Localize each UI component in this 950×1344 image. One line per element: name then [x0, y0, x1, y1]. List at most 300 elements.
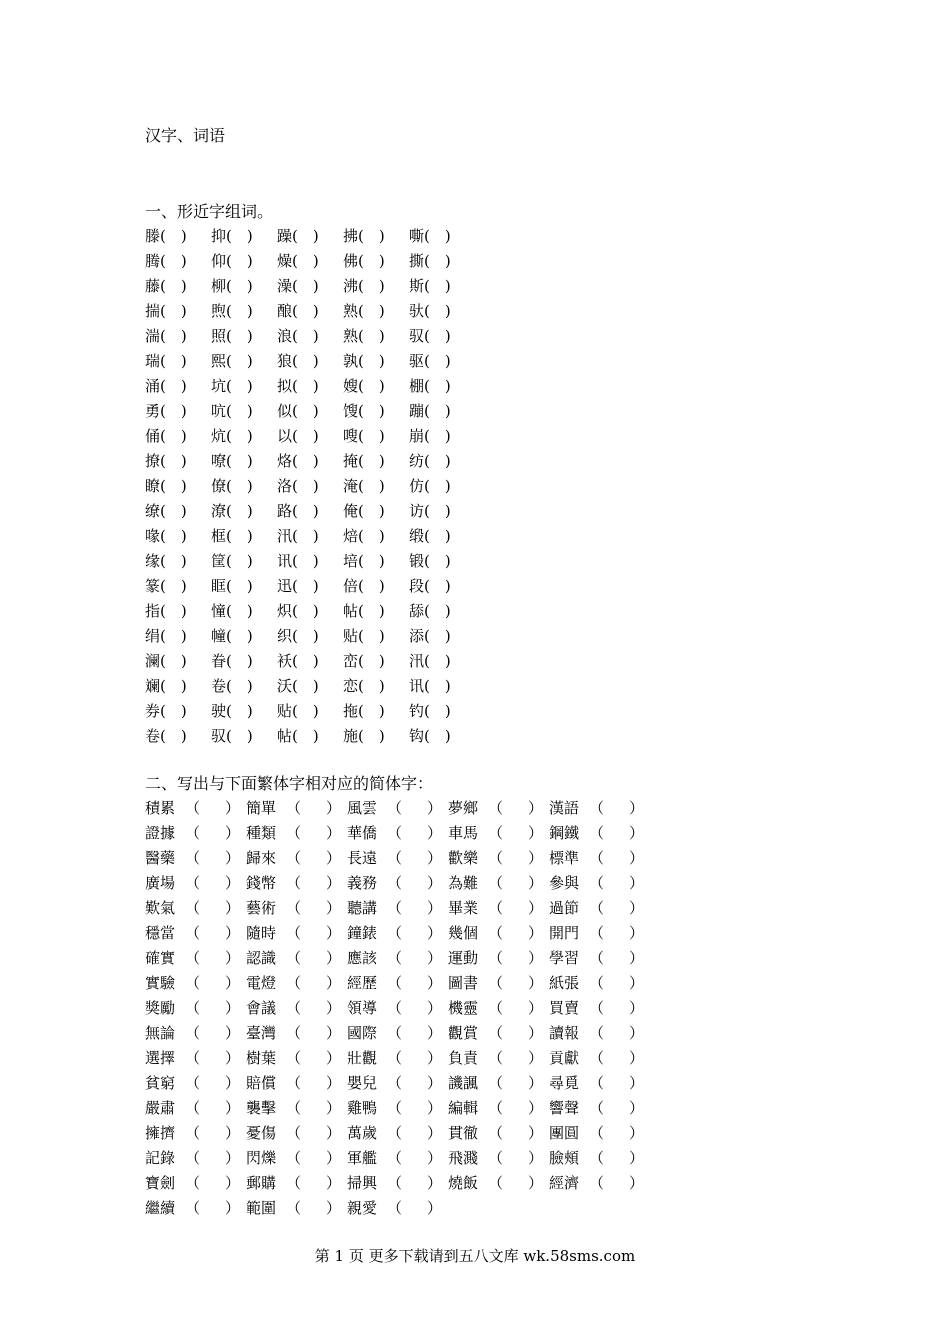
- close-paren: ）: [628, 1149, 644, 1167]
- word-group-item: 施( ): [343, 727, 385, 745]
- traditional-word: 負責: [448, 1049, 479, 1067]
- traditional-word-item: [347, 948, 448, 973]
- word-group-item: 吭( ): [211, 402, 253, 420]
- close-paren: ）: [628, 1124, 644, 1142]
- word-group-item: 照( ): [211, 327, 253, 345]
- traditional-word-item: [145, 823, 246, 848]
- close-paren: ）: [628, 824, 644, 842]
- open-paren: （: [387, 1024, 403, 1042]
- answer-blank: [589, 1023, 650, 1048]
- traditional-word: 歡樂: [448, 849, 479, 867]
- close-paren: ）: [426, 1199, 442, 1217]
- open-paren: （: [185, 1074, 201, 1092]
- traditional-word: 為難: [448, 874, 479, 892]
- answer-blank: [387, 998, 448, 1023]
- answer-blank: [589, 873, 650, 898]
- close-paren: ）: [325, 899, 341, 917]
- answer-blank: [589, 1098, 650, 1123]
- answer-blank: [185, 1023, 246, 1048]
- open-paren: （: [589, 974, 605, 992]
- word-group-row: [145, 626, 475, 651]
- answer-blank: [185, 1198, 246, 1223]
- close-paren: ）: [224, 849, 240, 867]
- traditional-word-item: [246, 823, 347, 848]
- traditional-word-item: [448, 973, 549, 998]
- close-paren: ）: [325, 824, 341, 842]
- traditional-word-item: [347, 798, 448, 823]
- traditional-word: 義務: [347, 874, 378, 892]
- word-group-row: [145, 676, 475, 701]
- word-group-item: 藤( ): [145, 277, 187, 295]
- word-group-row: [145, 351, 475, 376]
- word-group-item: 驭( ): [409, 327, 451, 345]
- word-group-item: 汛( ): [277, 527, 319, 545]
- close-paren: ）: [224, 974, 240, 992]
- close-paren: ）: [325, 1074, 341, 1092]
- word-group-item: 躁( ): [277, 227, 319, 245]
- open-paren: （: [185, 849, 201, 867]
- answer-blank: [589, 1073, 650, 1098]
- traditional-word-row: [145, 1148, 650, 1173]
- traditional-word-row: [145, 1023, 650, 1048]
- traditional-word-item: [145, 1023, 246, 1048]
- close-paren: ）: [426, 1124, 442, 1142]
- word-group-item: 袄( ): [277, 652, 319, 670]
- traditional-word: 尋覓: [549, 1074, 580, 1092]
- section2-heading: 二、写出与下面繁体字相对应的简体字：: [145, 774, 434, 793]
- open-paren: （: [488, 874, 504, 892]
- traditional-word-row: [145, 998, 650, 1023]
- traditional-word-row: [145, 1173, 650, 1198]
- open-paren: （: [387, 1149, 403, 1167]
- traditional-word-item: [246, 1098, 347, 1123]
- traditional-word: 擁擠: [145, 1124, 176, 1142]
- traditional-word: 編輯: [448, 1099, 479, 1117]
- word-group-row: [145, 601, 475, 626]
- answer-blank: [488, 1048, 549, 1073]
- close-paren: ）: [224, 1074, 240, 1092]
- traditional-word: 獎勵: [145, 999, 176, 1017]
- traditional-word: 領導: [347, 999, 378, 1017]
- word-group-item: 拟( ): [277, 377, 319, 395]
- open-paren: （: [286, 849, 302, 867]
- open-paren: （: [286, 899, 302, 917]
- open-paren: （: [589, 1074, 605, 1092]
- word-group-item: 贴( ): [343, 627, 385, 645]
- word-group-item: 焙( ): [343, 527, 385, 545]
- traditional-word: 風雲: [347, 799, 378, 817]
- traditional-word-item: [448, 1173, 549, 1198]
- word-group-item: 腾( ): [145, 252, 187, 270]
- word-group-item: 拂( ): [343, 227, 385, 245]
- document-title: 汉字、词语: [145, 126, 226, 145]
- close-paren: ）: [426, 799, 442, 817]
- open-paren: （: [286, 924, 302, 942]
- traditional-word-item: [448, 923, 549, 948]
- answer-blank: [488, 948, 549, 973]
- close-paren: ）: [224, 1199, 240, 1217]
- traditional-word: 聽講: [347, 899, 378, 917]
- close-paren: ）: [426, 974, 442, 992]
- word-group-item: 讯( ): [409, 677, 451, 695]
- close-paren: ）: [224, 1149, 240, 1167]
- open-paren: （: [387, 824, 403, 842]
- traditional-word-item: [549, 948, 650, 973]
- open-paren: （: [286, 1149, 302, 1167]
- close-paren: ）: [224, 924, 240, 942]
- traditional-word-item: [347, 998, 448, 1023]
- traditional-word-item: [347, 1198, 448, 1223]
- word-group-item: 湍( ): [145, 327, 187, 345]
- answer-blank: [185, 823, 246, 848]
- close-paren: ）: [325, 949, 341, 967]
- word-group-item: 瑞( ): [145, 352, 187, 370]
- word-group-item: 崩( ): [409, 427, 451, 445]
- word-group-item: 馊( ): [343, 402, 385, 420]
- word-group-item: 孰( ): [343, 352, 385, 370]
- answer-blank: [185, 873, 246, 898]
- word-group-item: 柳( ): [211, 277, 253, 295]
- traditional-word: 閃爍: [246, 1149, 277, 1167]
- answer-blank: [286, 898, 347, 923]
- word-group-item: 段( ): [409, 577, 451, 595]
- traditional-word: 觀賞: [448, 1024, 479, 1042]
- close-paren: ）: [224, 1049, 240, 1067]
- answer-blank: [286, 973, 347, 998]
- word-group-item: 佛( ): [343, 252, 385, 270]
- traditional-word: 紙張: [549, 974, 580, 992]
- answer-blank: [589, 823, 650, 848]
- traditional-word: 燒飯: [448, 1174, 479, 1192]
- close-paren: ）: [628, 999, 644, 1017]
- answer-blank: [488, 798, 549, 823]
- word-group-item: 驶( ): [211, 702, 253, 720]
- word-group-item: 勇( ): [145, 402, 187, 420]
- word-group-item: 指( ): [145, 602, 187, 620]
- traditional-word-item: [347, 1073, 448, 1098]
- traditional-word: 貧窮: [145, 1074, 176, 1092]
- answer-blank: [488, 823, 549, 848]
- traditional-word: 積累: [145, 799, 176, 817]
- word-group-row: [145, 501, 475, 526]
- traditional-word-item: [347, 848, 448, 873]
- word-group-item: 嗖( ): [343, 427, 385, 445]
- answer-blank: [185, 848, 246, 873]
- close-paren: ）: [426, 1024, 442, 1042]
- word-group-item: 澜( ): [145, 652, 187, 670]
- close-paren: ）: [527, 949, 543, 967]
- traditional-word-item: [246, 948, 347, 973]
- open-paren: （: [185, 1049, 201, 1067]
- word-group-row: [145, 476, 475, 501]
- close-paren: ）: [224, 1174, 240, 1192]
- traditional-word: 範圍: [246, 1199, 277, 1217]
- open-paren: （: [286, 999, 302, 1017]
- close-paren: ）: [628, 1049, 644, 1067]
- traditional-word-item: [448, 1023, 549, 1048]
- answer-blank: [185, 973, 246, 998]
- close-paren: ）: [325, 1174, 341, 1192]
- traditional-word-item: [347, 1148, 448, 1173]
- close-paren: ）: [628, 874, 644, 892]
- close-paren: ）: [527, 1149, 543, 1167]
- word-group-item: 钓( ): [409, 702, 451, 720]
- traditional-word: 雞鴨: [347, 1099, 378, 1117]
- close-paren: ）: [426, 1174, 442, 1192]
- traditional-word-item: [448, 873, 549, 898]
- close-paren: ）: [628, 1024, 644, 1042]
- answer-blank: [387, 973, 448, 998]
- word-group-item: 帖( ): [277, 727, 319, 745]
- answer-blank: [286, 1048, 347, 1073]
- traditional-word: 寶劍: [145, 1174, 176, 1192]
- answer-blank: [387, 1173, 448, 1198]
- traditional-word-item: [549, 823, 650, 848]
- word-group-item: 峦( ): [343, 652, 385, 670]
- word-group-item: 淹( ): [343, 477, 385, 495]
- answer-blank: [488, 873, 549, 898]
- word-group-item: 瞭( ): [145, 477, 187, 495]
- traditional-word-item: [246, 848, 347, 873]
- close-paren: ）: [224, 899, 240, 917]
- word-group-row: [145, 576, 475, 601]
- word-group-item: 嘶( ): [409, 227, 451, 245]
- word-group-item: 蹦( ): [409, 402, 451, 420]
- traditional-word: 確實: [145, 949, 176, 967]
- word-group-item: 缘( ): [145, 552, 187, 570]
- traditional-word: 學習: [549, 949, 580, 967]
- traditional-word: 記錄: [145, 1149, 176, 1167]
- close-paren: ）: [426, 1099, 442, 1117]
- traditional-word: 親愛: [347, 1199, 378, 1217]
- traditional-word: 樹葉: [246, 1049, 277, 1067]
- open-paren: （: [589, 824, 605, 842]
- open-paren: （: [387, 849, 403, 867]
- section1-grid: [145, 226, 475, 751]
- answer-blank: [589, 798, 650, 823]
- traditional-word-item: [145, 1048, 246, 1073]
- traditional-word-item: [246, 998, 347, 1023]
- answer-blank: [286, 1198, 347, 1223]
- word-group-item: 篆( ): [145, 577, 187, 595]
- traditional-word-item: [145, 898, 246, 923]
- word-group-item: 燥( ): [277, 252, 319, 270]
- open-paren: （: [286, 1174, 302, 1192]
- answer-blank: [286, 998, 347, 1023]
- traditional-word-item: [246, 798, 347, 823]
- open-paren: （: [488, 999, 504, 1017]
- answer-blank: [387, 1123, 448, 1148]
- word-group-row: [145, 251, 475, 276]
- traditional-word-item: [549, 1023, 650, 1048]
- word-group-item: 帖( ): [343, 602, 385, 620]
- close-paren: ）: [527, 874, 543, 892]
- open-paren: （: [589, 1024, 605, 1042]
- traditional-word: 歎氣: [145, 899, 176, 917]
- traditional-word: 歸來: [246, 849, 277, 867]
- open-paren: （: [387, 999, 403, 1017]
- answer-blank: [387, 873, 448, 898]
- open-paren: （: [488, 899, 504, 917]
- close-paren: ）: [527, 849, 543, 867]
- word-group-item: 浪( ): [277, 327, 319, 345]
- answer-blank: [488, 973, 549, 998]
- open-paren: （: [185, 1149, 201, 1167]
- open-paren: （: [286, 1024, 302, 1042]
- word-group-item: 掩( ): [343, 452, 385, 470]
- answer-blank: [387, 1198, 448, 1223]
- close-paren: ）: [628, 1099, 644, 1117]
- word-group-item: 沃( ): [277, 677, 319, 695]
- traditional-word-item: [549, 898, 650, 923]
- word-group-item: 眶( ): [211, 577, 253, 595]
- open-paren: （: [286, 824, 302, 842]
- close-paren: ）: [527, 1049, 543, 1067]
- section2-grid: [145, 798, 650, 1223]
- word-group-item: 憧( ): [211, 602, 253, 620]
- close-paren: ）: [325, 1199, 341, 1217]
- traditional-word: 貫徹: [448, 1124, 479, 1142]
- close-paren: ）: [426, 849, 442, 867]
- word-group-item: 仰( ): [211, 252, 253, 270]
- word-group-item: 俺( ): [343, 502, 385, 520]
- traditional-word-item: [448, 898, 549, 923]
- traditional-word: 買賣: [549, 999, 580, 1017]
- traditional-word: 廣場: [145, 874, 176, 892]
- word-group-row: [145, 276, 475, 301]
- traditional-word: 證據: [145, 824, 176, 842]
- open-paren: （: [387, 799, 403, 817]
- traditional-word-item: [448, 998, 549, 1023]
- open-paren: （: [589, 924, 605, 942]
- answer-blank: [286, 1098, 347, 1123]
- open-paren: （: [286, 799, 302, 817]
- traditional-word-row: [145, 898, 650, 923]
- close-paren: ）: [224, 999, 240, 1017]
- traditional-word: 夢鄉: [448, 799, 479, 817]
- traditional-word-item: [549, 873, 650, 898]
- close-paren: ）: [527, 999, 543, 1017]
- answer-blank: [286, 1023, 347, 1048]
- traditional-word-item: [246, 1173, 347, 1198]
- word-group-item: 嫂( ): [343, 377, 385, 395]
- traditional-word-item: [549, 1148, 650, 1173]
- answer-blank: [387, 1048, 448, 1073]
- open-paren: （: [589, 849, 605, 867]
- traditional-word: 運動: [448, 949, 479, 967]
- answer-blank: [387, 1073, 448, 1098]
- word-group-item: 访( ): [409, 502, 451, 520]
- word-group-item: 熙( ): [211, 352, 253, 370]
- traditional-word: 團圓: [549, 1124, 580, 1142]
- answer-blank: [488, 898, 549, 923]
- traditional-word-row: [145, 848, 650, 873]
- close-paren: ）: [628, 1174, 644, 1192]
- traditional-word: 穩當: [145, 924, 176, 942]
- traditional-word-item: [145, 1073, 246, 1098]
- close-paren: ）: [426, 874, 442, 892]
- traditional-word-item: [347, 873, 448, 898]
- open-paren: （: [286, 949, 302, 967]
- traditional-word-item: [246, 1198, 347, 1223]
- word-group-item: 券( ): [145, 702, 187, 720]
- open-paren: （: [488, 1024, 504, 1042]
- traditional-word-item: [448, 823, 549, 848]
- traditional-word: 嬰兒: [347, 1074, 378, 1092]
- open-paren: （: [488, 1124, 504, 1142]
- traditional-word-item: [347, 1023, 448, 1048]
- word-group-item: 煦( ): [211, 302, 253, 320]
- traditional-word-row: [145, 823, 650, 848]
- traditional-word-item: [347, 898, 448, 923]
- answer-blank: [185, 923, 246, 948]
- open-paren: （: [286, 1099, 302, 1117]
- close-paren: ）: [325, 1099, 341, 1117]
- answer-blank: [488, 1123, 549, 1148]
- word-group-item: 舔( ): [409, 602, 451, 620]
- traditional-word-item: [448, 798, 549, 823]
- answer-blank: [589, 948, 650, 973]
- answer-blank: [589, 923, 650, 948]
- traditional-word: 應該: [347, 949, 378, 967]
- traditional-word: 郵購: [246, 1174, 277, 1192]
- traditional-word: 國際: [347, 1024, 378, 1042]
- open-paren: （: [589, 1099, 605, 1117]
- answer-blank: [589, 998, 650, 1023]
- traditional-word-item: [145, 1123, 246, 1148]
- open-paren: （: [286, 1199, 302, 1217]
- traditional-word: 會議: [246, 999, 277, 1017]
- answer-blank: [286, 1073, 347, 1098]
- word-group-item: 以( ): [277, 427, 319, 445]
- traditional-word-item: [549, 998, 650, 1023]
- word-group-row: [145, 426, 475, 451]
- traditional-word-item: [347, 1123, 448, 1148]
- open-paren: （: [589, 799, 605, 817]
- traditional-word: 響聲: [549, 1099, 580, 1117]
- word-group-item: 贴( ): [277, 702, 319, 720]
- word-group-item: 撕( ): [409, 252, 451, 270]
- answer-blank: [488, 1073, 549, 1098]
- traditional-word: 藝術: [246, 899, 277, 917]
- traditional-word-item: [549, 973, 650, 998]
- close-paren: ）: [628, 924, 644, 942]
- word-group-item: 卷( ): [211, 677, 253, 695]
- traditional-word: 襲擊: [246, 1099, 277, 1117]
- traditional-word-item: [347, 1098, 448, 1123]
- answer-blank: [387, 798, 448, 823]
- open-paren: （: [185, 974, 201, 992]
- traditional-word: 萬歲: [347, 1124, 378, 1142]
- traditional-word-item: [549, 798, 650, 823]
- traditional-word-item: [448, 1073, 549, 1098]
- word-group-item: 喙( ): [145, 527, 187, 545]
- traditional-word-item: [448, 848, 549, 873]
- answer-blank: [589, 1048, 650, 1073]
- open-paren: （: [387, 1124, 403, 1142]
- traditional-word-row: [145, 948, 650, 973]
- word-group-item: 绢( ): [145, 627, 187, 645]
- traditional-word: 鋼鐵: [549, 824, 580, 842]
- close-paren: ）: [426, 949, 442, 967]
- answer-blank: [387, 848, 448, 873]
- traditional-word-item: [246, 1073, 347, 1098]
- word-group-item: 仿( ): [409, 477, 451, 495]
- answer-blank: [185, 1098, 246, 1123]
- word-group-item: 迅( ): [277, 577, 319, 595]
- close-paren: ）: [224, 1024, 240, 1042]
- answer-blank: [185, 798, 246, 823]
